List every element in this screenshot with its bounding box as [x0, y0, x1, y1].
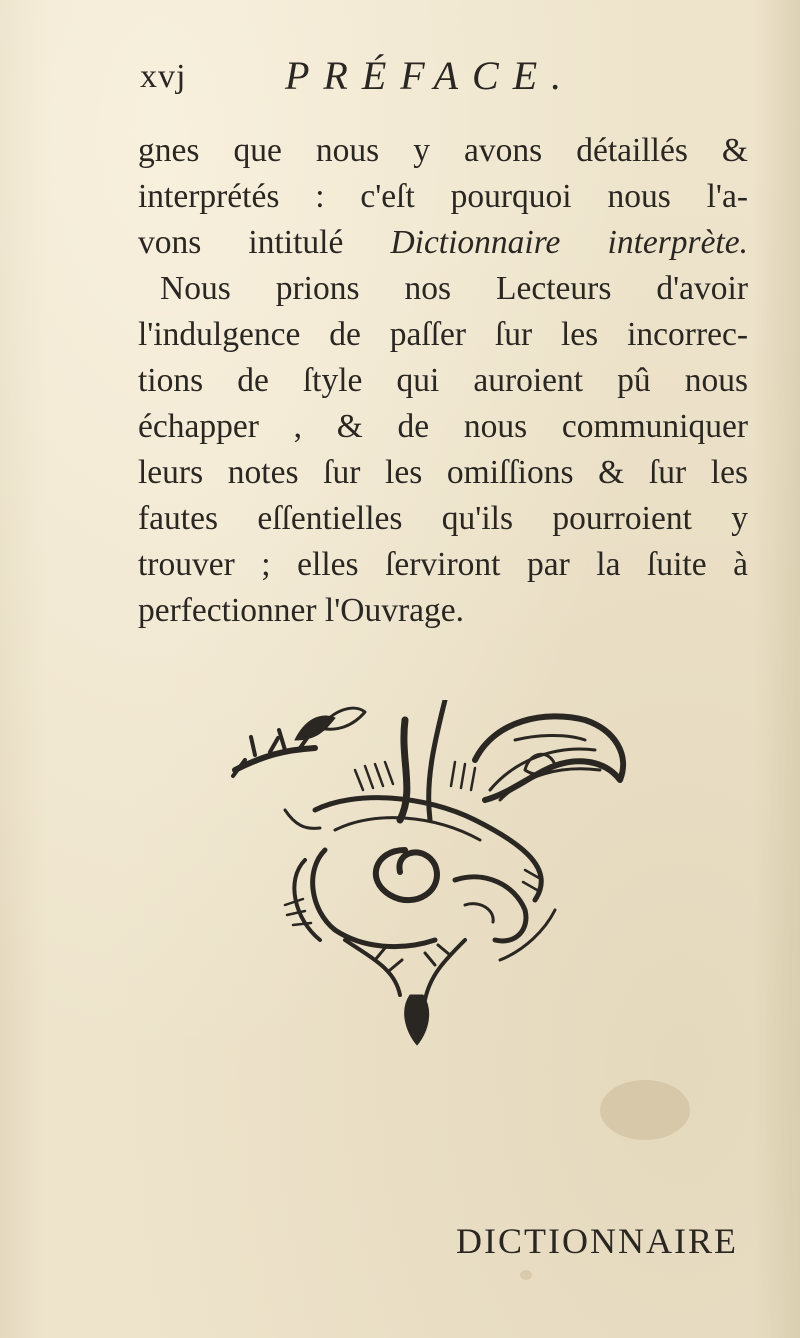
running-title: PRÉFACE.: [285, 53, 576, 98]
italic-title: Dictionnaire interprète.: [390, 224, 748, 261]
text-line: fautes eſſentielles qu'ils pourroient y: [138, 500, 748, 537]
text-line: l'indulgence de paſſer ſur les incorrec-: [138, 316, 748, 353]
text-line: leurs notes ſur les omiſſions & ſur les: [138, 454, 748, 491]
text-line: interprétés : c'eſt pourquoi nous l'a-: [138, 178, 748, 215]
text-line-start: vons intitulé: [138, 224, 391, 261]
text-line: gnes que nous y avons détaillés &: [138, 132, 748, 169]
text-line: [138, 220, 748, 266]
page-number: xvj: [140, 58, 187, 95]
catchword: DICTIONNAIRE: [456, 1221, 738, 1261]
body-text: [138, 128, 748, 634]
paper-stain: [520, 1270, 532, 1280]
text-line: perfectionner l'Ouvrage.: [138, 592, 464, 629]
floral-vignette-icon: [225, 700, 645, 1050]
text-line: échapper , & de nous communiquer: [138, 408, 748, 445]
paper-stain: [600, 1080, 690, 1140]
text-line: Nous prions nos Lecteurs d'avoir: [160, 270, 748, 307]
text-line: trouver ; elles ſerviront par la ſuite à: [138, 546, 748, 583]
text-line: tions de ſtyle qui auroient pû nous: [138, 362, 748, 399]
page-header: [140, 52, 740, 102]
